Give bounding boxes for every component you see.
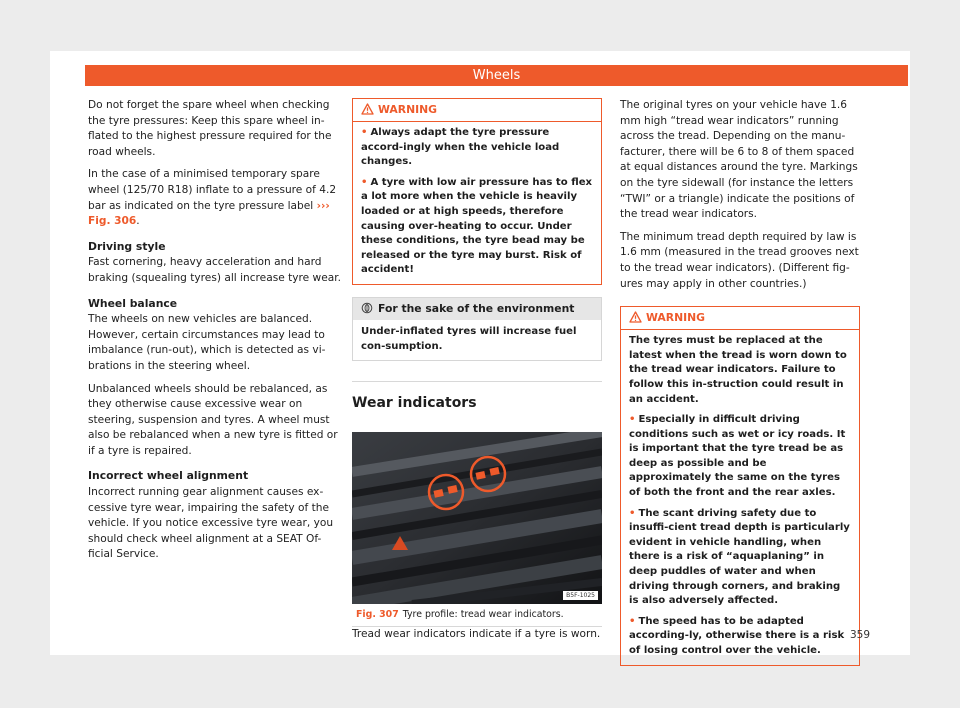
warning-title: WARNING [378, 103, 438, 116]
heading-driving-style: Driving style [88, 239, 166, 253]
tyre-tread-figure [352, 432, 602, 604]
warning-title: WARNING [646, 311, 706, 325]
environment-header [353, 298, 601, 320]
warning-box-pressure [352, 98, 602, 285]
paragraph-temporary-spare [88, 167, 342, 229]
chapter-header: Wheels [85, 65, 908, 86]
warning-item [629, 507, 851, 609]
figure-caption [352, 604, 602, 627]
paragraph-temporary-spare-text: In the case of a minimised temporary spare wheel (125/70 R18) inflate to a pressure of 4.2 bar as indicated on the tyre pressure label [88, 168, 337, 212]
environment-leaf-icon [361, 302, 373, 314]
paragraph-end-period: . [136, 215, 140, 228]
warning-item-text: Always adapt the tyre pressure accord-ingly when the vehicle load changes. [361, 127, 560, 168]
warning-triangle-icon [629, 311, 642, 323]
warning-intro: The tyres must be replaced at the latest when the tread is worn down to the tread wear indicators. Failure to follow this in-struction could result in an accident. [629, 335, 847, 405]
column-left [88, 98, 342, 570]
warning-header [621, 307, 859, 330]
warning-item [629, 615, 851, 659]
bullet-icon: • [629, 507, 636, 519]
warning-item-text: A tyre with low air pressure has to flex a lot more when the vehicle is heavily loaded or at high speeds, therefore causing over-heating to occur. Under these conditions, the tyre bead may be released or the tyre may burst. Risk of accident! [361, 176, 593, 276]
paragraph-minimum-tread: The minimum tread depth required by law is 1.6 mm (measured in the tread grooves next to the tread wear indicators). (Different fig-ures may apply in other countries.) [620, 230, 859, 290]
environment-text: Under-inflated tyres will increase fuel con-sumption. [361, 325, 577, 352]
paragraph-original-tyres: The original tyres on your vehicle have 1.6 mm high “tread wear indicators” running across the tread. Depending on the manu-facturer, there will be 6 to 8 of them spaced at equal distances around the tyre. Markings on the tyre sidewall (for instance the letters “TWI” or a triangle) indicate the positions of the tread wear indicators. [620, 99, 858, 221]
figure-caption-text: Tyre profile: tread wear indicators. [402, 609, 564, 621]
environment-box [352, 297, 602, 361]
column-middle [352, 98, 602, 650]
heading-wheel-alignment: Incorrect wheel alignment [88, 469, 249, 483]
paragraph-tread-wear: Tread wear indicators indicate if a tyre is worn. [352, 628, 601, 641]
manual-page [50, 51, 910, 655]
fig-306-link[interactable]: ››› Fig. 306 [88, 199, 330, 228]
warning-triangle-icon [361, 103, 374, 115]
column-right [620, 98, 860, 666]
heading-wheel-balance: Wheel balance [88, 296, 178, 310]
bullet-icon: • [629, 615, 636, 627]
bullet-icon: • [361, 176, 368, 188]
paragraph-driving-style: Fast cornering, heavy acceleration and hard braking (squealing tyres) all increase tyre wear. [88, 256, 341, 284]
paragraph-wheel-balance-1: The wheels on new vehicles are balanced. However, certain circumstances may lead to imbalance (run-out), which is detected as vi-brations in the steering wheel. [88, 313, 326, 372]
warning-header [353, 99, 601, 122]
warning-item-text: Especially in difficult driving conditions such as wet or icy roads. It is important that the tyre tread be as deep as possible and be approximately the same on the tyres of both the front and the rear axles. [629, 414, 846, 499]
bullet-icon: • [629, 414, 636, 426]
warning-item-text: The speed has to be adapted according-ly, otherwise there is a risk of losing control over the vehicle. [629, 615, 845, 656]
warning-item [361, 176, 593, 278]
environment-title: For the sake of the environment [378, 301, 575, 315]
warning-item-text: The scant driving safety due to insuffi-cient tread depth is particularly evident in vehicle handling, when there is a risk of “aquaplaning” in deep puddles of water and when driving through corners, and braking is also adversely affected. [629, 507, 850, 607]
bullet-icon: • [361, 127, 368, 138]
section-title-wear-indicators: Wear indicators [352, 381, 602, 418]
figure-number: Fig. 307 [356, 609, 399, 621]
warning-body [621, 330, 859, 664]
page-number: 359 [849, 629, 870, 641]
tyre-tread-image [352, 432, 602, 604]
warning-body [353, 122, 601, 284]
paragraph-wheel-alignment: Incorrect running gear alignment causes ex-cessive tyre wear, impairing the safety of the vehicle. If you notice excessive tyre wear, you should check wheel alignment at a SEAT Of-ficial Service. [88, 486, 334, 561]
paragraph-wheel-balance-2: Unbalanced wheels should be rebalanced, as they otherwise cause excessive wear on steering, suspension and tyres. A wheel must also be rebalanced when a new tyre is fitted or if a tyre is repaired. [88, 382, 338, 457]
warning-box-tread [620, 306, 860, 665]
paragraph-spare-wheel: Do not forget the spare wheel when checking the tyre pressures: Keep this spare wheel in-flated to the highest pressure required for the road wheels. [88, 99, 332, 158]
warning-item [629, 413, 851, 501]
warning-item [361, 126, 593, 170]
figure-code: B5F-1025 [563, 591, 598, 600]
